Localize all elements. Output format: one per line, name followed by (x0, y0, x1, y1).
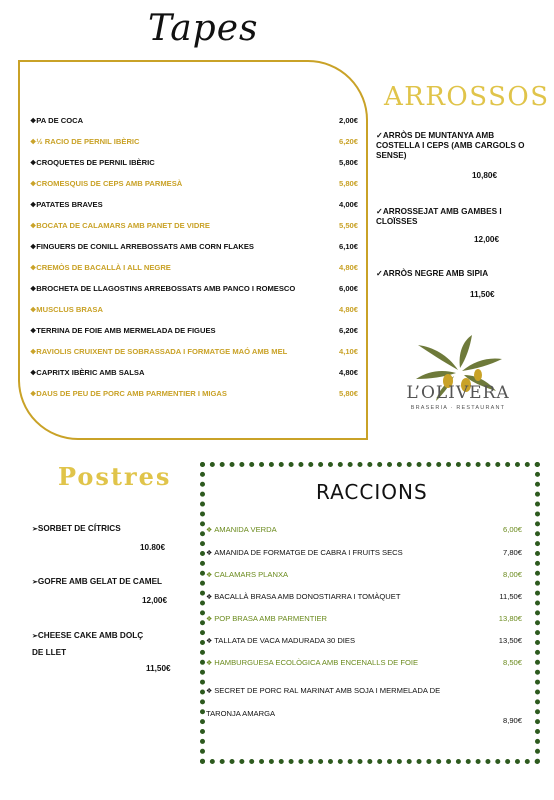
item-name: ❖ MUSCLUS BRASA (30, 305, 103, 314)
item-price: 10.80€ (140, 543, 166, 552)
item-price: 2,00€ (338, 116, 358, 125)
list-item (30, 215, 358, 236)
item-name: ❖ CALAMARS PLANXA (206, 570, 288, 579)
item-name: ❖ SECRET DE PORC RAL MARINAT AMB SOJA I MERMELADA DE TARONJA AMARGA (206, 680, 456, 725)
tapes-title: Tapes (148, 8, 259, 49)
item-name: ❖ ½ RACIO DE PERNIL IBÈRIC (30, 137, 140, 146)
item-price: 8,90€ (502, 716, 522, 725)
tapes-list (30, 110, 358, 404)
restaurant-logo-subtitle: BRASERIA · RESTAURANT (410, 405, 506, 411)
list-item (30, 194, 358, 215)
item-name: ➢ CHEESE CAKE AMB DOLÇ DE LLET (32, 631, 143, 657)
item-price: 6,00€ (502, 525, 522, 534)
item-name: ❖ BOCATA DE CALAMARS AMB PANET DE VIDRE (30, 221, 210, 230)
item-price: 4,00€ (338, 200, 358, 209)
item-price: 5,50€ (338, 221, 358, 230)
list-item (206, 614, 522, 623)
postres-title: Postres (58, 462, 172, 491)
item-price: 6,20€ (338, 137, 358, 146)
item-price: 5,80€ (338, 179, 358, 188)
list-item (206, 636, 522, 645)
item-name: ❖ RAVIOLIS CRUIXENT DE SOBRASSADA I FORMATGE MAÓ AMB MEL (30, 347, 287, 356)
list-item (30, 173, 358, 194)
item-name: ❖ PATATES BRAVES (30, 200, 103, 209)
list-item (30, 341, 358, 362)
list-item (30, 278, 358, 299)
list-item (376, 131, 536, 161)
item-name: ❖ CREMÒS DE BACALLÀ I ALL NEGRE (30, 263, 171, 272)
list-item (376, 207, 536, 227)
list-item (30, 257, 358, 278)
item-price: 13,50€ (498, 636, 522, 645)
item-name: ✓ ARRÒS NEGRE AMB SIPIA (376, 269, 488, 278)
list-item (30, 383, 358, 404)
list-item (32, 574, 162, 591)
list-item (30, 110, 358, 131)
item-price: 11,50€ (499, 592, 522, 601)
item-name: ❖ CAPRITX IBÈRIC AMB SALSA (30, 368, 144, 377)
item-price: 8,50€ (502, 658, 522, 667)
item-price: 6,10€ (338, 242, 358, 251)
list-item (32, 628, 152, 661)
list-item (376, 269, 536, 279)
list-item (206, 525, 522, 534)
list-item (30, 362, 358, 383)
list-item (30, 152, 358, 173)
item-name: ❖ AMANIDA DE FORMATGE DE CABRA I FRUITS SECS (206, 548, 403, 557)
list-item (206, 548, 522, 557)
list-item (206, 570, 522, 579)
item-price: 6,20€ (338, 326, 358, 335)
item-price: 4,80€ (338, 263, 358, 272)
item-price: 4,80€ (338, 368, 358, 377)
arrossos-title: ARROSSOS (384, 82, 550, 112)
item-name: ❖ POP BRASA AMB PARMENTIER (206, 614, 327, 623)
item-price: 13,80€ (498, 614, 522, 623)
item-name: ❖ FINGUERS DE CONILL ARREBOSSATS AMB CORN FLAKES (30, 242, 254, 251)
item-name: ❖ PA DE COCA (30, 116, 83, 125)
restaurant-logo-name: L’OLIVERA (406, 383, 510, 403)
list-item (32, 521, 121, 538)
item-name: ➢ SORBET DE CÍTRICS (32, 524, 121, 533)
list-item (206, 680, 522, 725)
item-name: ❖ HAMBURGUESA ECOLÒGICA AMB ENCENALLS DE FOIE (206, 658, 418, 667)
raccions-title: RACCIONS (316, 480, 428, 504)
item-name: ✓ ARRÒS DE MUNTANYA AMB COSTELLA I CEPS (AMB CARGOLS O SENSE) (376, 131, 524, 160)
item-price: 8,00€ (502, 570, 522, 579)
item-name: ❖ AMANIDA VERDA (206, 525, 277, 534)
item-name: ❖ TERRINA DE FOIE AMB MERMELADA DE FIGUES (30, 326, 216, 335)
item-name: ❖ BACALLÀ BRASA AMB DONOSTIARRA I TOMÀQUET (206, 592, 400, 601)
list-item (30, 299, 358, 320)
item-name: ❖ BROCHETA DE LLAGOSTINS ARREBOSSATS AMB PANCO I ROMESCO (30, 284, 295, 293)
item-price: 11,50€ (470, 290, 495, 299)
item-price: 5,80€ (338, 389, 358, 398)
list-item (30, 131, 358, 152)
item-name: ✓ ARROSSEJAT AMB GAMBES I CLOÏSSES (376, 207, 502, 226)
item-name: ❖ TALLATA DE VACA MADURADA 30 DIES (206, 636, 355, 645)
item-price: 10,80€ (472, 171, 498, 180)
item-name: ❖ CROMESQUIS DE CEPS AMB PARMESÀ (30, 179, 182, 188)
list-item (30, 320, 358, 341)
item-price: 11,50€ (146, 664, 171, 673)
list-item (206, 592, 522, 601)
item-name: ❖ DAUS DE PEU DE PORC AMB PARMENTIER I MIGAS (30, 389, 227, 398)
item-price: 4,10€ (338, 347, 358, 356)
item-price: 12,00€ (474, 235, 500, 244)
item-price: 12,00€ (142, 596, 168, 605)
item-name: ❖ CROQUETES DE PERNIL IBÈRIC (30, 158, 155, 167)
item-name: ➢ GOFRE AMB GELAT DE CAMEL (32, 577, 162, 586)
item-price: 6,00€ (338, 284, 358, 293)
item-price: 7,80€ (502, 548, 522, 557)
item-price: 5,80€ (338, 158, 358, 167)
list-item (30, 236, 358, 257)
item-price: 4,80€ (338, 305, 358, 314)
list-item (206, 658, 522, 667)
